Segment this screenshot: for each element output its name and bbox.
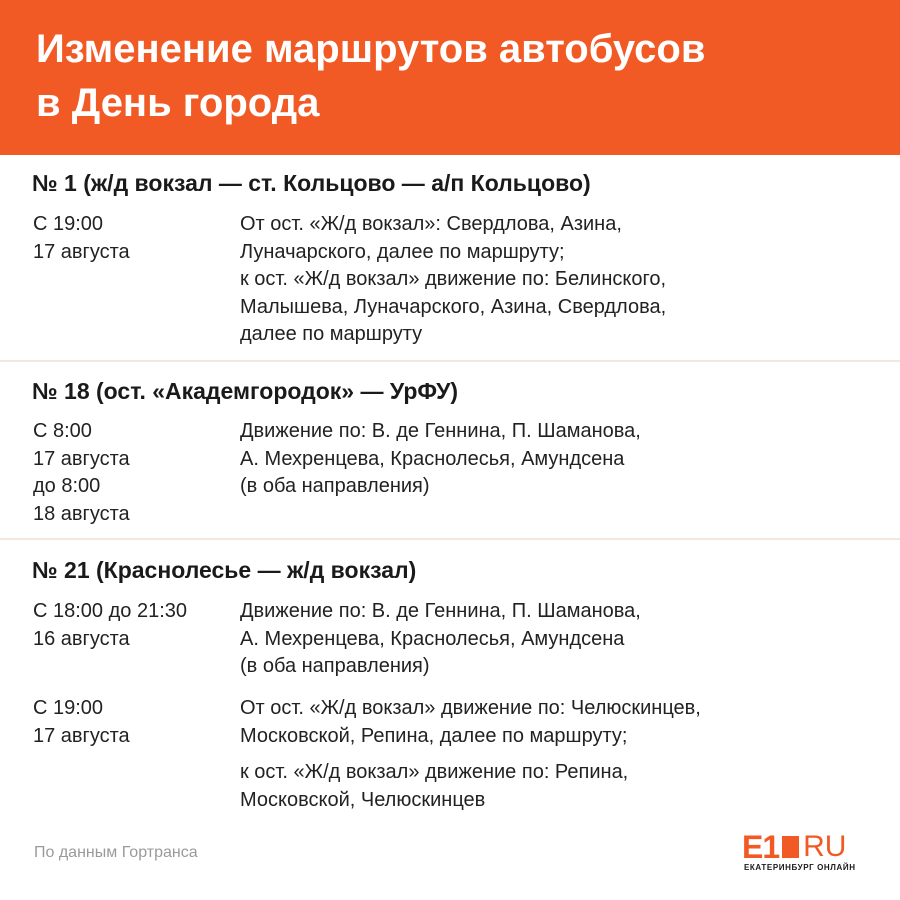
- route-1-description-line: далее по маршруту: [240, 323, 423, 345]
- route-18-description: [240, 418, 880, 501]
- route-21-schedule-line: С 18:00 до 21:30: [33, 600, 188, 622]
- logo-wordmark: [742, 829, 847, 865]
- route-18-description-line: Движение по: В. де Геннина, П. Шаманова,: [240, 420, 641, 442]
- route-1-description-line: к ост. «Ж/д вокзал» движение по: Белинского,: [240, 268, 667, 290]
- header-banner: [0, 0, 900, 155]
- route-21-description-line: Московской, Челюскинцев: [240, 788, 486, 811]
- route-21-description-line: к ост. «Ж/д вокзал» движение по: Репина,: [240, 761, 629, 783]
- route-1-schedule: [33, 211, 233, 266]
- route-1-schedule-line: С 19:00: [33, 213, 104, 235]
- logo-brand: E1: [742, 829, 780, 865]
- section-divider: [0, 360, 900, 362]
- logo-square-icon: [782, 836, 799, 858]
- route-21-description-1: [240, 598, 880, 681]
- route-21-schedule-line: 16 августа: [33, 627, 130, 650]
- route-21-description-line: От ост. «Ж/д вокзал» движение по: Челюскинцев,: [240, 697, 701, 719]
- route-1-description: [240, 211, 880, 349]
- route-1-description-line: Малышева, Луначарского, Азина, Свердлова,: [240, 295, 667, 318]
- route-18-description-line: (в оба направления): [240, 475, 430, 497]
- route-1-title: № 1 (ж/д вокзал — ст. Кольцово — а/п Кольцово): [32, 170, 591, 196]
- route-21-schedule-line: С 19:00: [33, 697, 104, 719]
- route-21-description-line: Московской, Репина, далее по маршруту;: [240, 724, 628, 747]
- page-title-line-2: в День города: [36, 81, 320, 125]
- route-21-description-2b: [240, 759, 880, 814]
- route-21-schedule-2: [33, 695, 233, 750]
- route-18-schedule-line: до 8:00: [33, 475, 101, 497]
- route-18-title: № 18 (ост. «Академгородок» — УрФУ): [32, 378, 459, 404]
- route-21-description-line: Движение по: В. де Геннина, П. Шаманова,: [240, 600, 641, 622]
- route-18-schedule-line: 17 августа: [33, 447, 130, 470]
- route-21-title: № 21 (Краснолесье — ж/д вокзал): [32, 557, 417, 583]
- source-note: По данным Гортранса: [34, 844, 198, 861]
- route-21-description-line: А. Мехренцева, Краснолесья, Амундсена: [240, 627, 625, 650]
- route-21-schedule-1: [33, 598, 233, 653]
- route-18-schedule-line: С 8:00: [33, 420, 92, 442]
- route-18-description-line: А. Мехренцева, Краснолесья, Амундсена: [240, 447, 625, 470]
- route-18-schedule-line: 18 августа: [33, 502, 130, 525]
- logo-tagline: ЕКАТЕРИНБУРГ ОНЛАЙН: [744, 863, 856, 872]
- route-21-description-2a: [240, 695, 880, 750]
- route-1-schedule-line: 17 августа: [33, 240, 130, 263]
- route-21-schedule-line: 17 августа: [33, 724, 130, 747]
- route-1-description-line: От ост. «Ж/д вокзал»: Свердлова, Азина,: [240, 213, 622, 235]
- e1-logo[interactable]: [742, 829, 877, 874]
- logo-domain: RU: [803, 830, 847, 863]
- route-1-description-line: Луначарского, далее по маршруту;: [240, 240, 565, 263]
- route-21-description-line: (в оба направления): [240, 655, 430, 677]
- section-divider: [0, 538, 900, 540]
- page-title: [36, 22, 876, 130]
- route-18-schedule: [33, 418, 233, 528]
- page-title-line-1: Изменение маршрутов автобусов: [36, 27, 706, 71]
